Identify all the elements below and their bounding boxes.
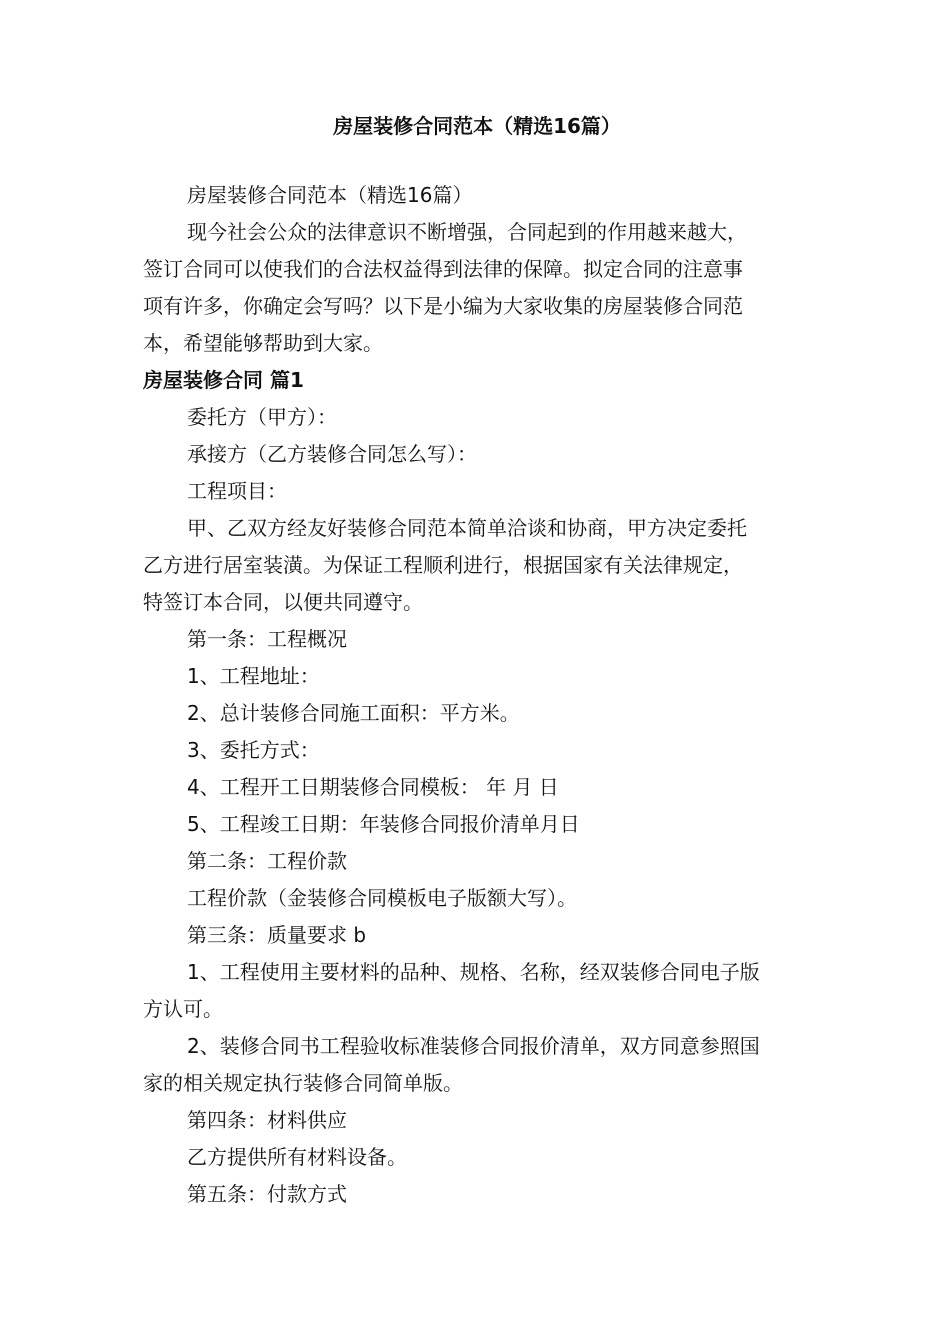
text-line: 方认可。 [143,997,223,1021]
text-line: 工程项目： [187,479,287,503]
text-line: 4、工程开工日期装修合同模板： 年 月 日 [187,775,559,799]
text-line: 特签订本合同，以便共同遵守。 [143,590,423,614]
text-line: 5、工程竣工日期：年装修合同报价清单月日 [187,812,580,836]
text-line: 工程价款（金装修合同模板电子版额大写）。 [187,886,577,910]
text-line: 项有许多，你确定会写吗？以下是小编为大家收集的房屋装修合同范 [143,294,743,318]
text-line: 第四条：材料供应 [187,1108,347,1132]
text-line: 承接方（乙方装修合同怎么写）： [187,442,477,466]
text-line: 第一条：工程概况 [187,627,347,651]
text-line: 第二条：工程价款 [187,849,347,873]
text-line: 乙方提供所有材料设备。 [187,1145,407,1169]
text-line: 3、委托方式： [187,738,320,762]
text-line: 签订合同可以使我们的合法权益得到法律的保障。拟定合同的注意事 [143,257,743,281]
text-line: 第三条：质量要求 b [187,923,367,947]
text-line: 本，希望能够帮助到大家。 [143,331,383,355]
text-line: 委托方（甲方）： [187,405,337,429]
text-line: 现今社会公众的法律意识不断增强，合同起到的作用越来越大， [187,220,747,244]
text-line: 2、装修合同书工程验收标准装修合同报价清单，双方同意参照国 [187,1034,760,1058]
document-page [143,108,811,1213]
text-line: 1、工程地址： [187,664,320,688]
text-line: 甲、乙双方经友好装修合同范本简单洽谈和协商，甲方决定委托 [187,516,747,540]
text-line: 1、工程使用主要材料的品种、规格、名称，经双装修合同电子版 [187,960,760,984]
document-body [143,177,811,1213]
text-line: 房屋装修合同范本（精选16篇） [187,183,473,207]
document-title: 房屋装修合同范本（精选16篇） [333,114,621,138]
text-line: 2、总计装修合同施工面积：平方米。 [187,701,520,725]
section-heading: 房屋装修合同 篇1 [143,368,304,392]
text-line: 乙方进行居室装潢。为保证工程顺利进行，根据国家有关法律规定， [143,553,743,577]
text-line: 家的相关规定执行装修合同简单版。 [143,1071,463,1095]
text-line: 第五条：付款方式 [187,1182,347,1206]
